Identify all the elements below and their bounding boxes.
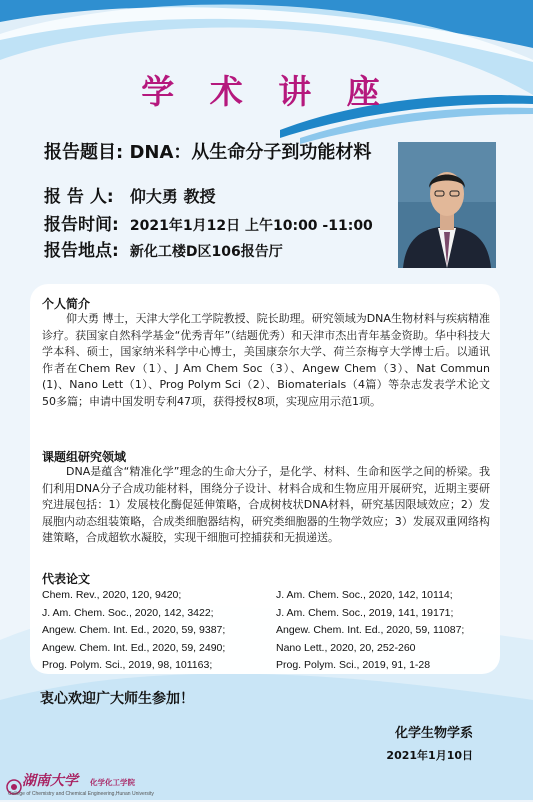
notice-date: 2021年1月10日 bbox=[386, 749, 473, 762]
logo-college-en: College of Chemistry and Chemical Engineering,Hunan University bbox=[8, 791, 154, 797]
paper-item: Angew. Chem. Int. Ed., 2020, 59, 11087; bbox=[276, 624, 465, 636]
welcome-message: 衷心欢迎广大师生参加！ bbox=[40, 691, 194, 707]
paper-row bbox=[42, 587, 498, 605]
paper-item: J. Am. Chem. Soc., 2020, 142, 3422; bbox=[42, 606, 214, 619]
time-row bbox=[44, 210, 373, 235]
page-title: 学 术 讲 座 bbox=[141, 72, 392, 111]
place-label: 报告地点: bbox=[44, 241, 119, 261]
speaker-photo bbox=[398, 142, 496, 268]
paper-item: Chem. Rev., 2020, 120, 9420; bbox=[42, 589, 182, 601]
time-label: 报告时间: bbox=[44, 215, 119, 235]
paper-row bbox=[42, 657, 498, 675]
paper-row bbox=[42, 640, 498, 658]
paper-item: Angew. Chem. Int. Ed., 2020, 59, 2490; bbox=[42, 641, 226, 654]
paper-item: Angew. Chem. Int. Ed., 2020, 59, 9387; bbox=[42, 624, 226, 636]
place-value: 新化工楼D区106报告厅 bbox=[129, 244, 283, 260]
paper-item: Nano Lett., 2020, 20, 252-260 bbox=[276, 641, 416, 654]
papers-list bbox=[42, 587, 498, 675]
bio-heading: 个人简介 bbox=[42, 297, 91, 311]
speaker-value: 仰大勇 教授 bbox=[129, 187, 216, 206]
topic-value: DNA：从生命分子到功能材料 bbox=[129, 142, 372, 163]
bio-text: 仰大勇 博士，天津大学化工学院教授、院长助理。研究领域为DNA生物材料与疾病精准诊疗。获国家自然科学基金“优秀青年”（结题优秀）和天津市杰出青年基金资助。华中科技大学本科、硕士，国家纳米科学中心博士，美国康奈尔大学、荷兰奈梅亨大学博士后。以通讯作者在Chem Rev（1）、J Am Chem Soc（3）、Angew Chem（3）、Nat Commun (1)、Nano Lett（1）、Prog Polym Sci（2）、Biomaterials（4篇）等杂志发表学术论文50多篇；申请中国发明专利47项，获得授权8项，实现应用示范1项。 bbox=[42, 312, 490, 408]
speaker-row bbox=[44, 182, 216, 207]
logo-university-name: 湖南大学 bbox=[22, 773, 78, 789]
papers-heading: 代表论文 bbox=[42, 572, 91, 586]
speaker-label: 报 告 人: bbox=[44, 187, 114, 207]
paper-item: Prog. Polym. Sci., 2019, 98, 101163; bbox=[42, 659, 213, 671]
topic-label: 报告题目: bbox=[44, 142, 124, 163]
paper-item: J. Am. Chem. Soc., 2020, 142, 10114; bbox=[276, 589, 453, 601]
research-heading: 课题组研究领域 bbox=[42, 450, 127, 464]
logo-college-cn: 化学化工学院 bbox=[90, 778, 135, 787]
topic-line bbox=[44, 138, 371, 164]
paper-item: Prog. Polym. Sci., 2019, 91, 1-28 bbox=[276, 659, 431, 671]
university-logo-icon bbox=[6, 772, 22, 802]
time-value: 2021年1月12日 上午10:00 -11:00 bbox=[129, 218, 373, 234]
paper-item: J. Am. Chem. Soc., 2019, 141, 19171; bbox=[276, 606, 454, 619]
paper-row bbox=[42, 605, 498, 623]
paper-row bbox=[42, 622, 498, 640]
department-name: 化学生物学系 bbox=[394, 726, 473, 741]
research-text: DNA是蕴含“精准化学”理念的生命大分子，是化学、材料、生命和医学之间的桥梁。我们利用DNA分子合成功能材料，围绕分子设计、材料合成和生物应用开展研究，近期主要研究进展包括：1）发展枝化酶促延伸策略，合成树枝状DNA材料，研究基因限域效应；2）发展胞内动态组装策略，合成类细胞器结构，研究类细胞器的生物学效应；3）发展双重网络构建策略，合成超软水凝胶，实现干细胞可控捕获和无损递送。 bbox=[42, 465, 490, 544]
place-row bbox=[44, 236, 283, 261]
